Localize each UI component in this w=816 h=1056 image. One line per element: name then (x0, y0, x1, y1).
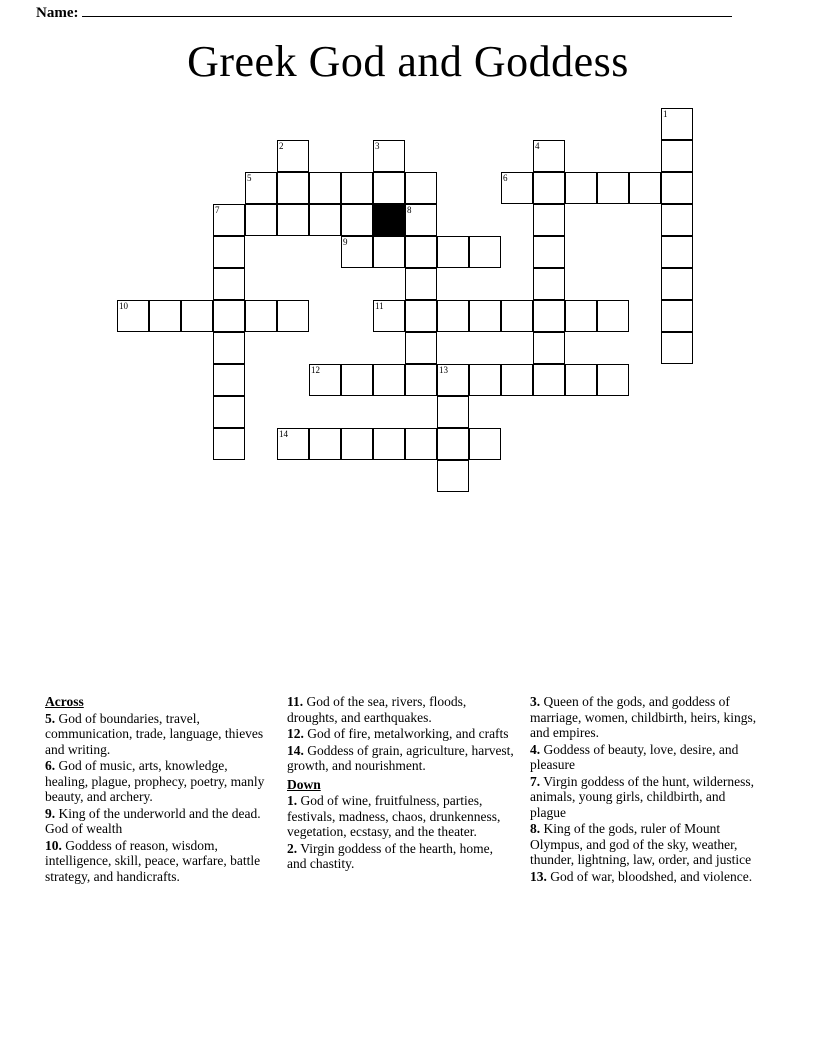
clue-number: 3. (530, 694, 541, 709)
grid-cell[interactable] (405, 300, 437, 332)
grid-cell-number: 10 (119, 301, 128, 311)
grid-cell[interactable] (533, 172, 565, 204)
clue-text: God of the sea, rivers, floods, droughts, and earthquakes. (287, 694, 467, 725)
grid-cell[interactable] (501, 364, 533, 396)
grid-cell[interactable] (277, 172, 309, 204)
crossword-grid[interactable] (0, 108, 816, 508)
grid-cell[interactable] (533, 300, 565, 332)
grid-cell[interactable] (213, 268, 245, 300)
clue-number: 9. (45, 805, 56, 821)
grid-cell[interactable] (181, 300, 213, 332)
grid-cell[interactable] (661, 300, 693, 332)
grid-cell[interactable] (469, 428, 501, 460)
clue-text: Queen of the gods, and goddess of marriage, women, childbirth, heirs, kings, and empires. (530, 694, 757, 740)
grid-cell-number: 2 (279, 141, 284, 151)
clue-across-12 (287, 726, 515, 742)
clue-across-9 (45, 806, 273, 837)
down-heading: Down (287, 776, 321, 792)
grid-cell[interactable] (341, 204, 373, 236)
name-row (36, 2, 732, 22)
clue-text: God of war, bloodshed, and violence. (546, 868, 753, 884)
grid-cell[interactable] (565, 172, 597, 204)
grid-cell-number: 13 (439, 365, 448, 375)
grid-cell[interactable] (405, 428, 437, 460)
across-heading: Across (45, 694, 84, 709)
grid-cell[interactable] (309, 428, 341, 460)
clue-number: 1. (287, 793, 298, 808)
grid-cell[interactable] (469, 300, 501, 332)
clue-across-10 (45, 838, 273, 885)
grid-cell[interactable] (437, 236, 469, 268)
grid-cell[interactable] (341, 428, 373, 460)
grid-cell[interactable] (405, 332, 437, 364)
name-label: Name: (36, 5, 79, 21)
grid-cell[interactable] (309, 364, 341, 396)
clues-column-2 (287, 694, 515, 873)
grid-cell[interactable] (629, 172, 661, 204)
grid-cell[interactable] (277, 428, 309, 460)
clue-text: Goddess of grain, agriculture, harvest, growth, and nourishment. (287, 742, 514, 773)
grid-cell-number: 11 (375, 301, 384, 311)
clue-number: 7. (530, 773, 541, 789)
grid-cell[interactable] (533, 204, 565, 236)
grid-cell[interactable] (117, 300, 149, 332)
grid-cell[interactable] (373, 236, 405, 268)
grid-cell[interactable] (277, 300, 309, 332)
clue-text: Virgin goddess of the hunt, wilderness, animals, young girls, childbirth, and plague (530, 773, 755, 820)
grid-cell[interactable] (277, 204, 309, 236)
grid-cell[interactable] (309, 204, 341, 236)
clue-down-1 (287, 793, 515, 840)
grid-cell[interactable] (437, 364, 469, 396)
grid-cell[interactable] (213, 300, 245, 332)
name-input-line[interactable] (82, 2, 732, 17)
clue-number: 8. (530, 821, 541, 836)
grid-cell[interactable] (245, 172, 277, 204)
grid-cell-number: 5 (247, 173, 252, 183)
clue-across-6 (45, 758, 273, 805)
clue-down-3 (530, 694, 758, 741)
grid-cell[interactable] (373, 300, 405, 332)
grid-cell-number: 7 (215, 205, 220, 215)
grid-cell[interactable] (213, 204, 245, 236)
clue-text: Goddess of beauty, love, desire, and pleasure (530, 741, 739, 772)
grid-cell[interactable] (405, 364, 437, 396)
clue-across-11 (287, 694, 515, 725)
clue-number: 11. (287, 694, 304, 709)
grid-cell[interactable] (341, 172, 373, 204)
grid-cell[interactable] (661, 268, 693, 300)
grid-cell[interactable] (373, 364, 405, 396)
grid-cell-number: 9 (343, 237, 348, 247)
grid-cell[interactable] (597, 364, 629, 396)
grid-cell[interactable] (405, 204, 437, 236)
clue-number: 12. (287, 726, 304, 741)
grid-cell[interactable] (245, 300, 277, 332)
grid-cell[interactable] (341, 236, 373, 268)
grid-cell[interactable] (661, 172, 693, 204)
grid-cell[interactable] (213, 364, 245, 396)
clue-number: 4. (530, 741, 541, 757)
clue-number: 14. (287, 742, 304, 758)
grid-cell[interactable] (469, 364, 501, 396)
clue-down-7 (530, 774, 758, 821)
clue-text: Virgin goddess of the hearth, home, and chastity. (287, 840, 494, 871)
grid-cell[interactable] (373, 172, 405, 204)
clue-down-4 (530, 742, 758, 773)
grid-cell[interactable] (373, 428, 405, 460)
grid-cell[interactable] (661, 332, 693, 364)
clue-down-13 (530, 869, 758, 885)
grid-cell[interactable] (533, 364, 565, 396)
grid-cell[interactable] (373, 140, 405, 172)
grid-cell-number: 14 (279, 429, 288, 439)
grid-cell[interactable] (245, 204, 277, 236)
grid-cell[interactable] (437, 460, 469, 492)
grid-cell[interactable] (405, 172, 437, 204)
grid-cell[interactable] (597, 300, 629, 332)
clues-column-1 (45, 694, 273, 885)
grid-cell[interactable] (277, 140, 309, 172)
clue-number: 10. (45, 837, 62, 853)
clue-text: God of music, arts, knowledge, healing, plague, prophecy, poetry, manly beauty, and archery. (45, 758, 265, 804)
grid-cell[interactable] (533, 332, 565, 364)
clue-down-8 (530, 821, 758, 868)
clue-text: Goddess of reason, wisdom, intelligence, skill, peace, warfare, battle strategy, and handicrafts. (45, 837, 261, 884)
grid-cell-number: 12 (311, 365, 320, 375)
grid-cell[interactable] (661, 236, 693, 268)
grid-cell[interactable] (437, 428, 469, 460)
grid-cell[interactable] (213, 236, 245, 268)
grid-cell[interactable] (213, 396, 245, 428)
clue-number: 13. (530, 868, 547, 884)
grid-cell-number: 4 (535, 141, 540, 151)
grid-cell[interactable] (437, 300, 469, 332)
grid-cell[interactable] (213, 332, 245, 364)
grid-cell[interactable] (437, 396, 469, 428)
clues-column-3 (530, 694, 758, 885)
grid-cell[interactable] (341, 364, 373, 396)
grid-cell[interactable] (565, 364, 597, 396)
clue-number: 2. (287, 840, 298, 856)
grid-cell[interactable] (405, 236, 437, 268)
grid-cell[interactable] (213, 428, 245, 460)
grid-cell-number: 3 (375, 141, 380, 151)
grid-cell[interactable] (661, 108, 693, 140)
grid-cell-number: 8 (407, 205, 412, 215)
clue-across-14 (287, 743, 515, 774)
clue-text: King of the underworld and the dead. God of wealth (45, 805, 261, 836)
clue-text: God of boundaries, travel, communication, trade, language, thieves and writing. (45, 710, 264, 757)
clue-down-2 (287, 841, 515, 872)
clue-text: God of fire, metalworking, and crafts (303, 726, 509, 741)
clue-across-5 (45, 711, 273, 758)
grid-cell[interactable] (533, 268, 565, 300)
grid-cell[interactable] (597, 172, 629, 204)
grid-cell[interactable] (405, 268, 437, 300)
grid-cell[interactable] (533, 236, 565, 268)
clue-number: 5. (45, 710, 56, 726)
clues-section (0, 694, 816, 994)
grid-cell[interactable] (565, 300, 597, 332)
grid-cell[interactable] (501, 172, 533, 204)
page-title: Greek God and Goddess (187, 37, 629, 86)
grid-cell[interactable] (309, 172, 341, 204)
clue-text: King of the gods, ruler of Mount Olympus, and god of the sky, weather, thunder, lightning, law, order, and justice (530, 821, 752, 867)
clue-number: 6. (45, 758, 56, 773)
grid-cell-number: 1 (663, 109, 668, 119)
grid-cell[interactable] (469, 236, 501, 268)
grid-cell-blocked (373, 204, 405, 236)
grid-cell[interactable] (149, 300, 181, 332)
grid-cell[interactable] (533, 140, 565, 172)
grid-cell-number: 6 (503, 173, 508, 183)
grid-cell[interactable] (661, 204, 693, 236)
grid-cell[interactable] (501, 300, 533, 332)
grid-cell[interactable] (661, 140, 693, 172)
clue-text: God of wine, fruitfulness, parties, festivals, madness, chaos, drunkenness, vegetation, ecstasy, and the theater. (287, 793, 501, 839)
